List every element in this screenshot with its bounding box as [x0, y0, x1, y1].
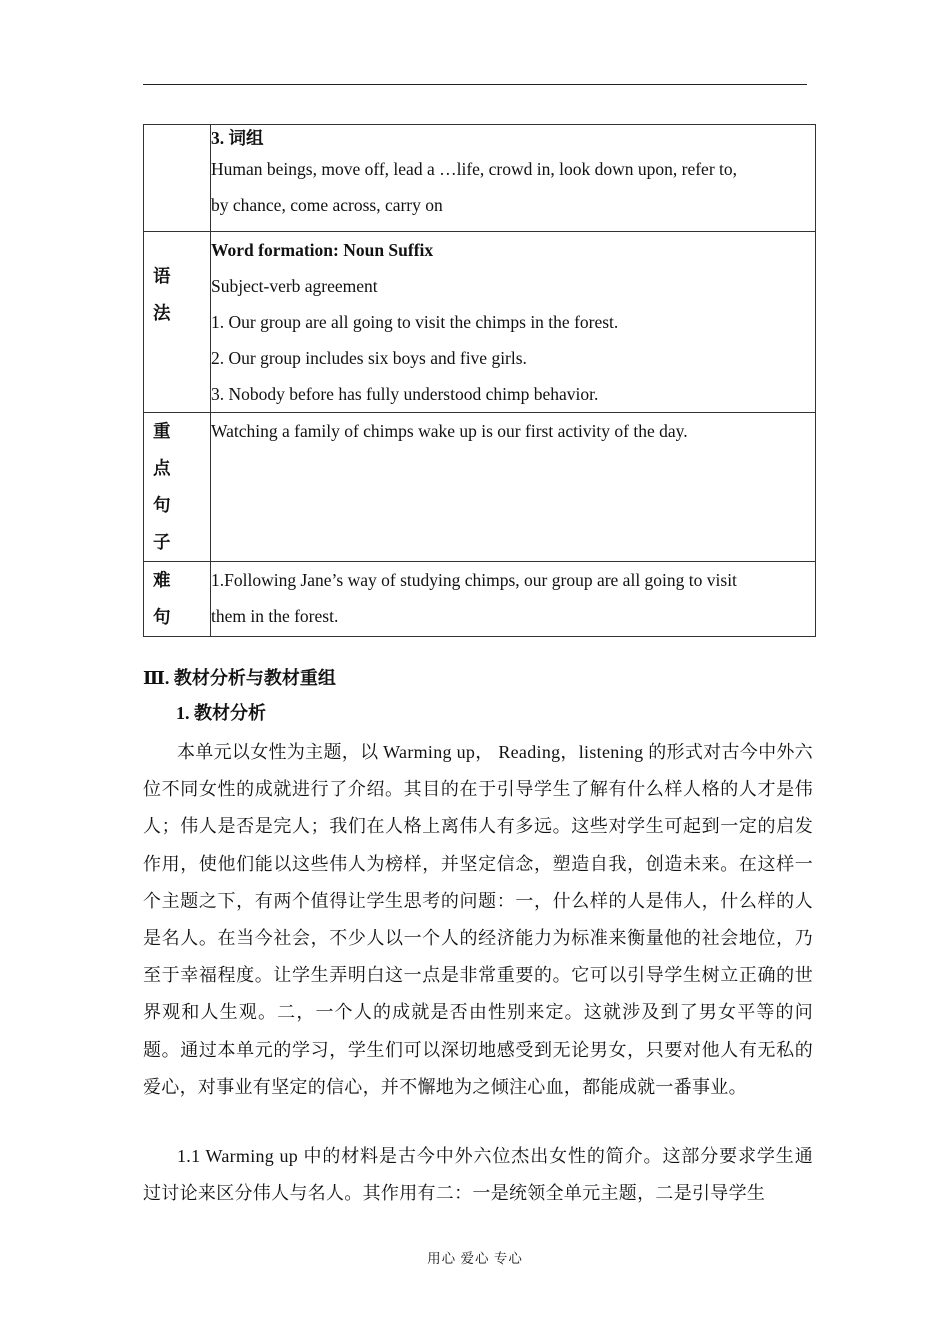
grammar-line: Subject-verb agreement: [211, 276, 378, 296]
row-content: [211, 125, 816, 232]
phrases-line: Human beings, move off, lead a …life, crowd in, look down upon, refer to,: [211, 159, 738, 179]
row-label-grammar: 语 法: [144, 232, 211, 413]
paragraph: [143, 734, 813, 1106]
table-row: [144, 232, 816, 413]
grammar-line: 1. Our group are all going to visit the chimps in the forest.: [211, 312, 619, 332]
row-label: [144, 125, 211, 232]
header-rule: [143, 84, 807, 85]
phrases-heading: 3. 词组: [211, 128, 264, 148]
row-content: [211, 562, 816, 637]
content-table: [143, 124, 816, 637]
section-heading: Ⅲ. 教材分析与教材重组: [143, 668, 336, 688]
table-row: [144, 562, 816, 637]
row-label-key-sentences: 重 点 句 子: [144, 413, 211, 562]
difficult-sentence: them in the forest.: [211, 606, 339, 626]
page-footer: 用心 爱心 专心: [427, 1251, 523, 1266]
key-sentence: Watching a family of chimps wake up is our first activity of the day.: [211, 421, 688, 441]
row-content: [211, 413, 816, 562]
grammar-heading: Word formation: Noun Suffix: [211, 240, 434, 260]
paragraph-text: 1.1 Warming up 中的材料是古今中外六位杰出女性的简介。这部分要求学生通过讨论来区分伟人与名人。其作用有二：一是统领全单元主题，二是引导学生: [143, 1146, 813, 1204]
paragraph: [143, 1138, 813, 1212]
grammar-line: 2. Our group includes six boys and five girls.: [211, 348, 527, 368]
table-row: [144, 413, 816, 562]
paragraph-text: 本单元以女性为主题，以 Warming up， Reading，listening 的形式对古今中外六位不同女性的成就进行了介绍。其目的在于引导学生了解有什么样人格的人才是伟人；伟人是否是完人；我们在人格上离伟人有多远。这些对学生可起到一定的启发作用，使他们能以这些伟人为榜样，并坚定信念，塑造自我，创造未来。在这样一个主题之下，有两个值得让学生思考的问题：一，什么样的人是伟人，什么样的人是名人。在当今社会，不少人以一个人的经济能力为标准来衡量他的社会地位，乃至于幸福程度。让学生弄明白这一点是非常重要的。它可以引导学生树立正确的世界观和人生观。二，一个人的成就是否由性别来定。这就涉及到了男女平等的问题。通过本单元的学习，学生们可以深切地感受到无论男女，只要对他人有无私的爱心，对事业有坚定的信心，并不懈地为之倾注心血，都能成就一番事业。: [143, 742, 813, 1097]
row-content: [211, 232, 816, 413]
row-label-difficult-sentences: 难 句: [144, 562, 211, 637]
subsection-heading: 1. 教材分析: [176, 703, 266, 723]
table-row: [144, 125, 816, 232]
grammar-line: 3. Nobody before has fully understood chimp behavior.: [211, 384, 599, 404]
difficult-sentence: 1.Following Jane’s way of studying chimps, our group are all going to visit: [211, 570, 737, 590]
phrases-line: by chance, come across, carry on: [211, 195, 443, 215]
